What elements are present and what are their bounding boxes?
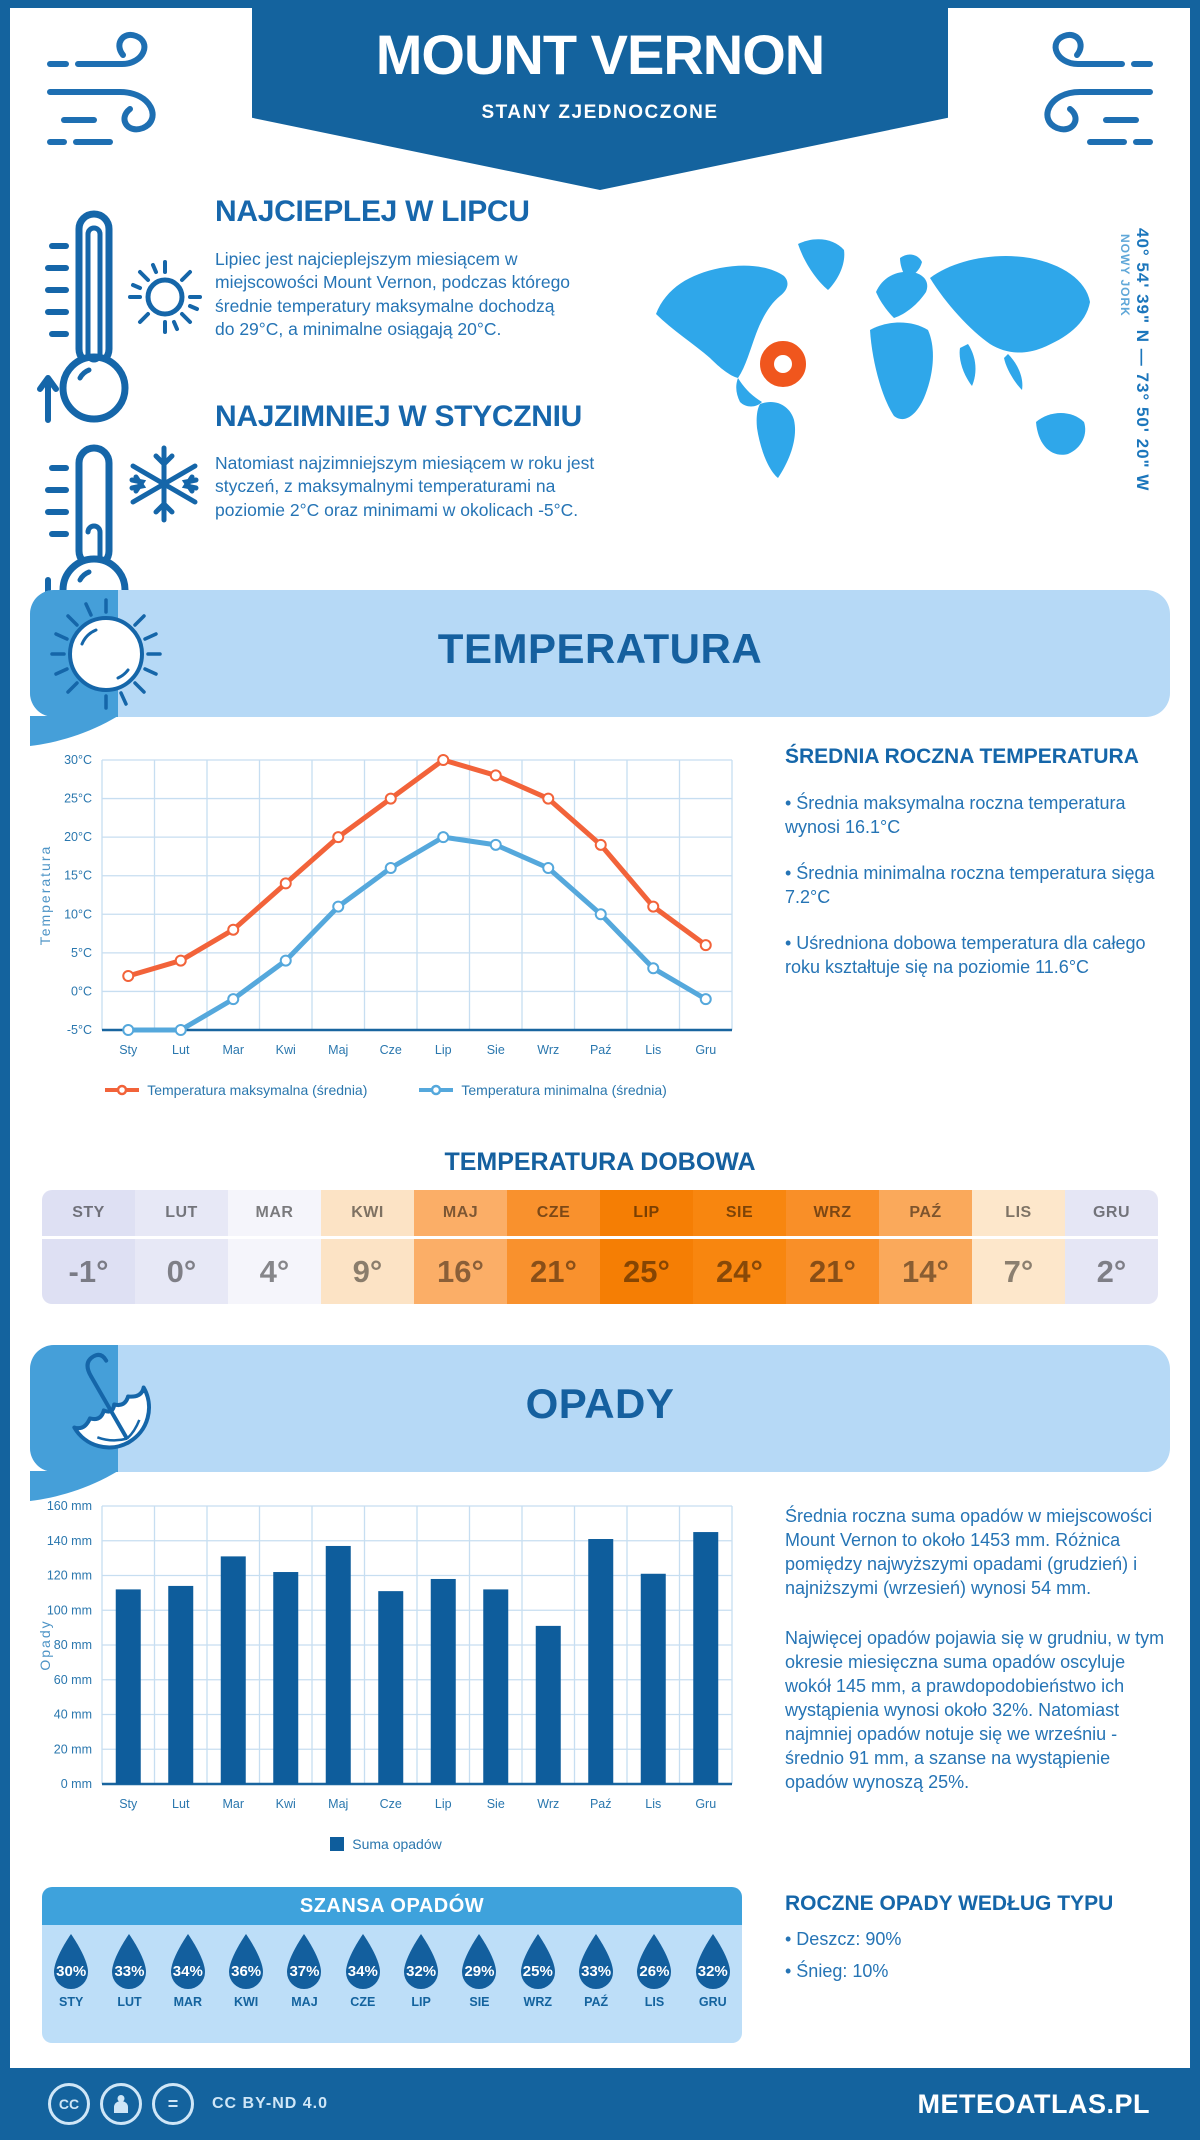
chance-month-label: LUT [117, 1995, 142, 2009]
daily-month-label: LUT [135, 1190, 228, 1239]
svg-text:120 mm: 120 mm [46, 1568, 92, 1583]
daily-month-label: PAŹ [879, 1190, 972, 1239]
svg-text:Lip: Lip [434, 1043, 452, 1057]
page-subtitle: STANY ZJEDNOCZONE [481, 102, 719, 123]
precip-type-heading: ROCZNE OPADY WEDŁUG TYPU [785, 1892, 1114, 1915]
svg-text:Paź: Paź [589, 1043, 612, 1057]
precip-paragraph-2: Najwięcej opadów pojawia się w grudniu, w tym okresie miesięczna suma opadów oscyluje wokół 145 mm, a prawdopodobieństwo ich wystąpienia wynosi około 32%. Natomiast najmniej opadów notuje się we wrześniu - średnio 91 mm, a szanse na wystąpienie opadów wynoszą 25%. [785, 1628, 1165, 1792]
droplet-icon [223, 1933, 269, 1991]
location-marker [767, 348, 799, 380]
temperature-banner-title: TEMPERATURA [437, 625, 763, 672]
svg-text:-5°C: -5°C [66, 1023, 92, 1037]
svg-text:Lut: Lut [172, 1797, 190, 1811]
svg-text:80 mm: 80 mm [53, 1638, 92, 1652]
daily-temp-cell [693, 1190, 786, 1304]
daily-temp-cell [42, 1190, 135, 1304]
daily-temp-cell [600, 1190, 693, 1304]
svg-text:20°C: 20°C [64, 830, 92, 845]
daily-temp-value: 21° [530, 1253, 577, 1289]
chance-month-label: STY [59, 1995, 84, 2009]
daily-month-label: GRU [1065, 1190, 1158, 1239]
page-title: MOUNT VERNON [375, 23, 825, 86]
chance-droplet [625, 1933, 683, 2033]
daily-temp-cell [972, 1190, 1065, 1304]
coordinates-text: 40° 54' 39" N — 73° 50' 20" W [1133, 228, 1152, 492]
daily-temp-value: -1° [68, 1253, 109, 1289]
daily-temp-cell [786, 1190, 879, 1304]
chance-droplet [509, 1933, 567, 2033]
precipitation-chart-legend [36, 1836, 736, 1852]
svg-text:Kwi: Kwi [275, 1797, 296, 1811]
chance-month-label: MAR [173, 1995, 203, 2009]
svg-text:Lip: Lip [434, 1797, 452, 1811]
droplet-icon [398, 1933, 444, 1991]
daily-month-label: MAJ [414, 1190, 507, 1239]
droplet-icon [165, 1933, 211, 1991]
svg-text:Opady: Opady [37, 1619, 53, 1671]
chance-droplet [567, 1933, 625, 2033]
daily-temp-value: 21° [809, 1253, 856, 1289]
svg-text:Kwi: Kwi [275, 1043, 296, 1057]
svg-text:Temperatura: Temperatura [37, 844, 53, 946]
annual-temp-bullet: • Średnia maksymalna roczna temperatura wynosi 16.1°C [785, 793, 1126, 837]
svg-text:60 mm: 60 mm [53, 1672, 92, 1687]
chance-droplet [217, 1933, 275, 2033]
droplet-icon [456, 1933, 502, 1991]
droplet-icon [515, 1933, 561, 1991]
daily-temp-title: TEMPERATURA DOBOWA [444, 1148, 756, 1176]
svg-text:Gru: Gru [695, 1797, 717, 1811]
footer [0, 2068, 1200, 2140]
daily-temp-value: 4° [259, 1253, 290, 1289]
svg-text:100 mm: 100 mm [46, 1603, 92, 1618]
min-line-marker-icon [419, 1084, 453, 1096]
chance-value: 25% [522, 1963, 553, 1980]
svg-text:25°C: 25°C [64, 791, 92, 806]
chance-droplet [334, 1933, 392, 2033]
chance-month-label: PAŹ [584, 1995, 609, 2009]
droplet-icon [48, 1933, 94, 1991]
wind-icon [40, 30, 200, 152]
svg-text:Mar: Mar [222, 1043, 245, 1057]
chance-month-label: SIE [469, 1995, 490, 2009]
chance-droplets [42, 1925, 742, 2043]
precip-type-bullet: • Śnieg: 10% [785, 1960, 889, 1981]
svg-text:0 mm: 0 mm [60, 1777, 92, 1791]
chance-value: 33% [114, 1963, 145, 1980]
daily-temp-value: 14° [902, 1253, 949, 1289]
svg-text:20 mm: 20 mm [53, 1742, 92, 1757]
coldest-text: Natomiast najzimniejszym miesiącem w roku jest styczeń, z maksymalnymi temperaturami na poziomie 2°C oraz minimami w okolicach -5°C. [215, 453, 595, 520]
chance-value: 33% [581, 1963, 612, 1980]
chance-droplet [275, 1933, 333, 2033]
daily-month-label: WRZ [786, 1190, 879, 1239]
site-name: METEOATLAS.PL [917, 2088, 1150, 2119]
right-border [1190, 0, 1200, 2140]
legend-item-min [419, 1082, 666, 1098]
daily-temp-cell [135, 1190, 228, 1304]
precip-type-bullet: • Deszcz: 90% [785, 1929, 902, 1949]
chance-droplet [684, 1933, 742, 2033]
daily-temp-value: 16° [437, 1253, 484, 1289]
svg-text:Sty: Sty [119, 1043, 138, 1057]
svg-text:Maj: Maj [328, 1797, 349, 1811]
chance-value: 26% [639, 1963, 670, 1980]
thermometer-up-icon [36, 202, 136, 432]
droplet-icon [106, 1933, 152, 1991]
chance-month-label: MAJ [291, 1995, 318, 2009]
license-label: CC BY-ND 4.0 [212, 2095, 329, 2112]
chance-month-label: CZE [350, 1995, 376, 2009]
chance-value: 30% [56, 1963, 87, 1980]
svg-text:Mar: Mar [222, 1797, 245, 1811]
svg-text:Lis: Lis [645, 1043, 662, 1057]
chance-droplet [159, 1933, 217, 2033]
chance-value: 36% [231, 1963, 262, 1980]
temperature-chart-legend [36, 1082, 736, 1098]
chance-value: 37% [289, 1963, 320, 1980]
svg-text:160 mm: 160 mm [46, 1499, 92, 1513]
svg-text:Paź: Paź [589, 1797, 612, 1811]
svg-text:0°C: 0°C [71, 984, 92, 999]
daily-temp-cell [1065, 1190, 1158, 1304]
droplet-icon [631, 1933, 677, 1991]
daily-temp-cell [879, 1190, 972, 1304]
daily-temp-cell [507, 1190, 600, 1304]
chance-value: 29% [464, 1963, 495, 1980]
chance-panel [42, 1887, 742, 2043]
chance-month-label: WRZ [523, 1995, 553, 2009]
precip-type-bullets [785, 1928, 1165, 1984]
sun-icon [126, 258, 204, 336]
chance-month-label: LIP [411, 1995, 431, 2009]
legend-max-label: Temperatura maksymalna (średnia) [147, 1082, 368, 1098]
droplet-icon [340, 1933, 386, 1991]
svg-text:10°C: 10°C [64, 907, 92, 922]
attribution-person-icon [100, 2083, 142, 2125]
chance-title: SZANSA OPADÓW [42, 1887, 742, 1925]
svg-text:Wrz: Wrz [537, 1797, 560, 1811]
chance-droplet [450, 1933, 508, 2033]
daily-temp-value: 2° [1096, 1253, 1127, 1289]
daily-month-label: SIE [693, 1190, 786, 1239]
city-label: NOWY JORK [1118, 234, 1132, 317]
svg-text:140 mm: 140 mm [46, 1533, 92, 1548]
annual-temp-bullet: • Uśredniona dobowa temperatura dla całego roku kształtuje się na poziomie 11.6°C [785, 932, 1146, 977]
chance-droplet [42, 1933, 100, 2033]
daily-temp-value: 25° [623, 1253, 670, 1289]
daily-month-label: CZE [507, 1190, 600, 1239]
svg-text:Lut: Lut [172, 1043, 190, 1057]
svg-text:Wrz: Wrz [537, 1043, 560, 1057]
annual-temp-heading: ŚREDNIA ROCZNA TEMPERATURA [785, 745, 1139, 768]
left-border [0, 0, 10, 2140]
droplet-icon [281, 1933, 327, 1991]
svg-text:15°C: 15°C [64, 868, 92, 883]
chance-month-label: LIS [644, 1995, 665, 2009]
daily-temp-cell [228, 1190, 321, 1304]
daily-temp-table [42, 1190, 1158, 1304]
chance-value: 32% [697, 1963, 728, 1980]
temperature-line-chart [36, 742, 736, 1074]
legend-sum-label: Suma opadów [352, 1836, 442, 1852]
daily-temp-value: 24° [716, 1253, 763, 1289]
svg-text:Sie: Sie [486, 1797, 505, 1811]
daily-month-label: LIP [600, 1190, 693, 1239]
svg-text:30°C: 30°C [64, 753, 92, 767]
svg-text:Sie: Sie [486, 1043, 505, 1057]
daily-month-label: MAR [228, 1190, 321, 1239]
svg-text:Sty: Sty [119, 1797, 138, 1811]
precip-paragraph-1: Średnia roczna suma opadów w miejscowości Mount Vernon to około 1453 mm. Różnica pomiędzy najwyższymi opadami (grudzień) i najniższymi (wrzesień) wynosi 54 mm. [785, 1506, 1153, 1598]
daily-temp-value: 0° [166, 1253, 197, 1289]
svg-text:Lis: Lis [645, 1797, 662, 1811]
annual-temp-bullet: • Średnia minimalna roczna temperatura sięga 7.2°C [785, 862, 1155, 907]
coldest-heading: NAJZIMNIEJ W STYCZNIU [215, 400, 583, 433]
wind-icon [1000, 30, 1160, 152]
daily-temp-value: 9° [352, 1253, 383, 1289]
license-block [48, 2083, 328, 2125]
svg-text:5°C: 5°C [71, 945, 92, 960]
daily-month-label: KWI [321, 1190, 414, 1239]
world-map [638, 226, 1110, 506]
svg-text:Maj: Maj [328, 1043, 349, 1057]
svg-text:Cze: Cze [379, 1043, 402, 1057]
legend-item-sum [330, 1836, 442, 1852]
annual-temp-bullets [785, 792, 1165, 1002]
svg-text:Gru: Gru [695, 1043, 717, 1057]
chance-month-label: KWI [233, 1995, 259, 2009]
no-derivatives-icon: = [152, 2083, 194, 2125]
warmest-text: Lipiec jest najcieplejszym miesiącem w miejscowości Mount Vernon, podczas którego średnie temperatury maksymalne dochodzą do 29°C, a minimalne osiągają 20°C. [215, 249, 571, 339]
svg-text:40 mm: 40 mm [53, 1707, 92, 1722]
daily-month-label: LIS [972, 1190, 1065, 1239]
daily-month-label: STY [42, 1190, 135, 1239]
droplet-icon [573, 1933, 619, 1991]
cc-icon: CC [48, 2083, 90, 2125]
legend-item-max [105, 1082, 367, 1098]
daily-temp-cell [414, 1190, 507, 1304]
chance-month-label: GRU [698, 1995, 727, 2009]
chance-droplet [100, 1933, 158, 2033]
snowflake-icon [122, 442, 206, 526]
daily-temp-value: 7° [1003, 1253, 1034, 1289]
max-line-marker-icon [105, 1084, 139, 1096]
svg-text:Cze: Cze [379, 1797, 402, 1811]
droplet-icon [690, 1933, 736, 1991]
bar-marker-icon [330, 1837, 344, 1851]
chance-value: 34% [172, 1963, 203, 1980]
precipitation-banner-title: OPADY [525, 1380, 675, 1427]
legend-min-label: Temperatura minimalna (średnia) [461, 1082, 667, 1098]
daily-temp-cell [321, 1190, 414, 1304]
chance-value: 32% [406, 1963, 437, 1980]
precipitation-bar-chart [36, 1492, 736, 1844]
chance-droplet [392, 1933, 450, 2033]
chance-value: 34% [347, 1963, 378, 1980]
warmest-heading: NAJCIEPLEJ W LIPCU [215, 195, 530, 228]
